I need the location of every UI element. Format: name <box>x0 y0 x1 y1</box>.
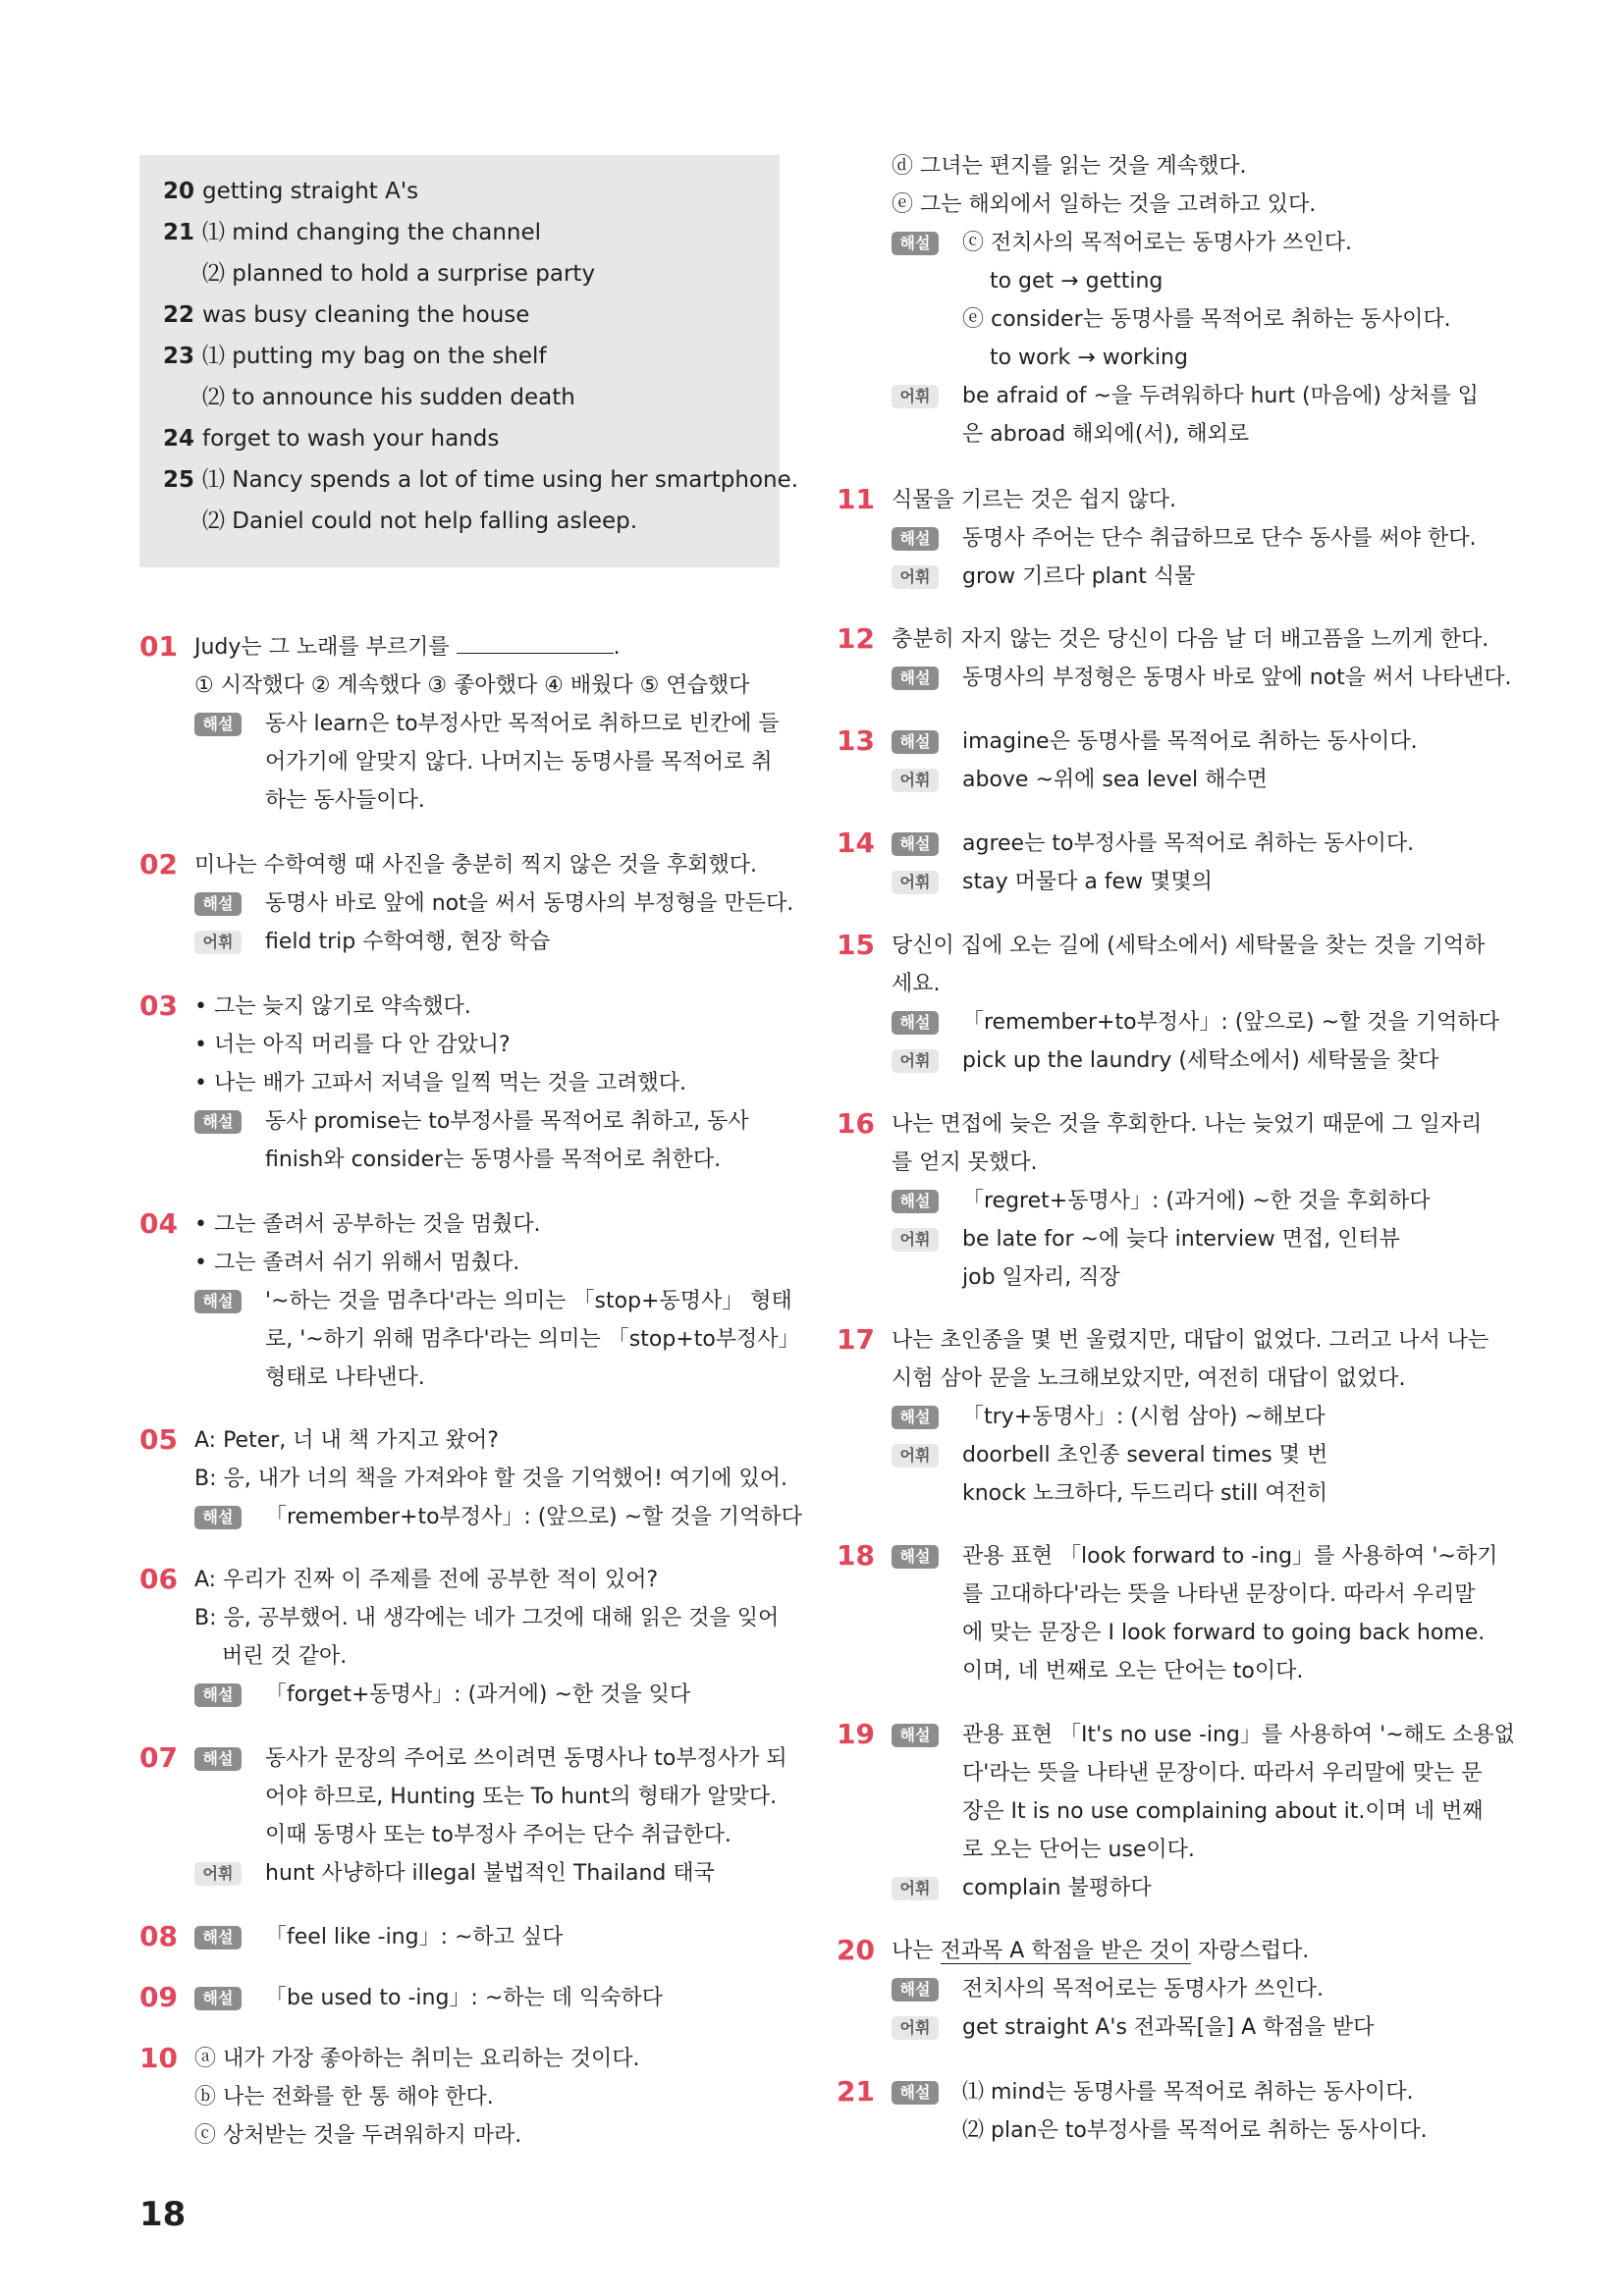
vocab-badge: 어휘 <box>194 931 242 954</box>
explanation-badge: 해설 <box>892 1190 939 1213</box>
explanation-badge: 해설 <box>892 1011 939 1035</box>
explanation-badge: 해설 <box>892 232 939 255</box>
vocab-badge: 어휘 <box>892 1877 939 1900</box>
explanation-badge: 해설 <box>892 730 939 754</box>
explanation-badge: 해설 <box>892 2081 939 2105</box>
answer-20: 20 getting straight A's <box>163 179 419 204</box>
underlined-phrase: 전과목 A 학점을 받은 것이 <box>940 1939 1192 1963</box>
vocab-badge: 어휘 <box>892 385 939 408</box>
explanation-badge: 해설 <box>892 667 939 690</box>
question-number: 16 <box>837 1107 875 1140</box>
question-number: 09 <box>139 1981 178 2013</box>
question-number: 06 <box>139 1563 178 1595</box>
vocab-badge: 어휘 <box>892 2016 939 2040</box>
question-number: 11 <box>837 483 875 515</box>
vocab-badge: 어휘 <box>892 1228 939 1252</box>
question-number: 08 <box>139 1920 178 1952</box>
explanation-badge: 해설 <box>892 832 939 856</box>
vocab-badge: 어휘 <box>892 1049 939 1073</box>
explanation-badge: 해설 <box>194 1506 242 1529</box>
answer-25-2: ⑵ Daniel could not help falling asleep. <box>202 508 638 534</box>
page-number: 18 <box>139 2195 187 2234</box>
question-number: 03 <box>139 989 178 1022</box>
answer-23-2: ⑵ to announce his sudden death <box>202 385 575 410</box>
explanation-badge: 해설 <box>194 1683 242 1707</box>
explanation-badge: 해설 <box>194 713 242 736</box>
explanation-badge: 해설 <box>194 1987 242 2010</box>
answer-21: 21 ⑴ mind changing the channel <box>163 220 542 245</box>
question-number: 12 <box>837 622 875 655</box>
answer-box <box>139 155 799 567</box>
question-number: 02 <box>139 848 178 881</box>
question-number: 18 <box>837 1539 875 1572</box>
explanation-badge: 해설 <box>194 892 242 916</box>
vocab-badge: 어휘 <box>892 1444 939 1468</box>
vocab-badge: 어휘 <box>892 565 939 589</box>
answer-blank <box>457 633 614 654</box>
answer-24: 24 forget to wash your hands <box>163 426 500 452</box>
question-number: 13 <box>837 724 875 757</box>
choices: ① 시작했다 ② 계속했다 ③ 좋아했다 ④ 배웠다 ⑤ 연습했다 <box>194 673 750 698</box>
explanation-badge: 해설 <box>892 1545 939 1569</box>
question-number: 01 <box>139 630 178 663</box>
question-number: 20 <box>837 1934 875 1966</box>
answer-22: 22 was busy cleaning the house <box>163 302 530 328</box>
answer-25: 25 ⑴ Nancy spends a lot of time using her smartphone. <box>163 467 799 493</box>
question-number: 21 <box>837 2075 875 2108</box>
explanation-badge: 해설 <box>194 1110 242 1134</box>
answer-21-2: ⑵ planned to hold a surprise party <box>202 261 596 287</box>
vocab-badge: 어휘 <box>194 1862 242 1886</box>
explanation-badge: 해설 <box>892 527 939 551</box>
question-number: 04 <box>139 1207 178 1240</box>
vocab-badge: 어휘 <box>892 769 939 792</box>
explanation-badge: 해설 <box>892 1724 939 1747</box>
vocab-badge: 어휘 <box>892 871 939 894</box>
question-number: 15 <box>837 929 875 961</box>
explanation-badge: 해설 <box>194 1926 242 1949</box>
question-number: 19 <box>837 1718 875 1750</box>
question-number: 05 <box>139 1423 178 1456</box>
explanation-badge: 해설 <box>892 1978 939 2002</box>
question-number: 07 <box>139 1741 178 1774</box>
question-number: 10 <box>139 2042 178 2074</box>
answer-23: 23 ⑴ putting my bag on the shelf <box>163 344 547 369</box>
explanation-badge: 해설 <box>194 1290 242 1313</box>
explanation-badge: 해설 <box>892 1406 939 1429</box>
question-number: 14 <box>837 827 875 859</box>
question-number: 17 <box>837 1323 875 1356</box>
explanation-badge: 해설 <box>194 1747 242 1771</box>
